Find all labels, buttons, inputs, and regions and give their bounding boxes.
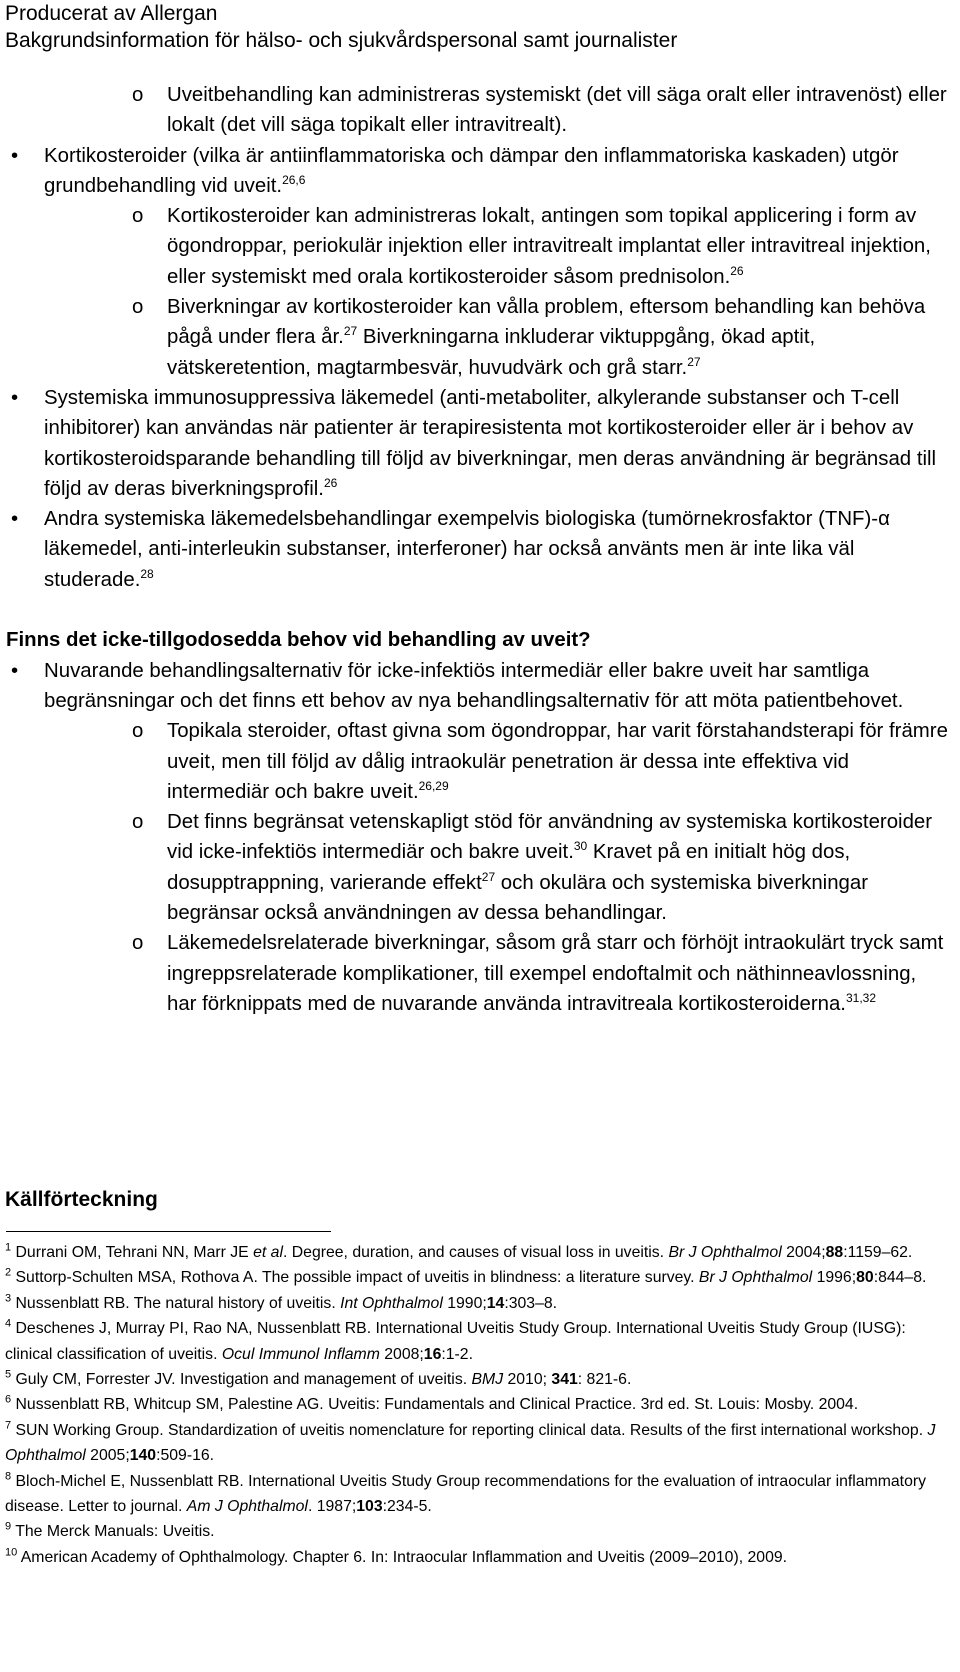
section-heading: [6, 625, 951, 655]
sub-bullet-item: [6, 80, 951, 141]
bullet-icon: •: [11, 386, 19, 409]
sub-bullet-icon: o: [132, 932, 144, 955]
bullet-item: [6, 383, 951, 504]
spacer: [6, 595, 951, 625]
item-text: Andra systemiska läkemedelsbehandlingar exempelvis biologiska (tumörnekrosfaktor (TNF)-α läkemedel, anti-interleukin substanser, interferoner) har också använts men är inte lika väl studerade.$^{28}$: [44, 508, 890, 591]
reference-list: [5, 1240, 950, 1570]
item-text: Nuvarande behandlingsalternativ för icke-infektiös intermediär eller bakre uveit har samtliga begränsningar och det finns ett behov av nya behandlingsalternativ för att möta patientbehovet.: [44, 659, 904, 712]
sub-bullet-item: [6, 201, 951, 292]
sub-bullet-icon: o: [132, 811, 144, 834]
item-text: Topikala steroider, oftast givna som ögondroppar, har varit förstahandsterapi för främre uveit, men till följd av dålig intraokulär penetration är dessa inte effektiva vid intermediär och bakre uveit.$^{26,29}$: [167, 720, 948, 803]
sub-bullet-icon: o: [132, 296, 144, 319]
sub-bullet-item: [6, 292, 951, 383]
item-text: Finns det icke-tillgodosedda behov vid behandling av uveit?: [6, 629, 591, 652]
sub-bullet-icon: o: [132, 84, 144, 106]
reference-item: $^8$ Bloch-Michel E, Nussenblatt RB. International Uveitis Study Group recommendations for the evaluation of intraocular inflammatory disease. Letter to journal. Am J Ophthalmol. 1987;103:234-5.: [5, 1470, 927, 1516]
sub-bullet-item: [6, 716, 951, 807]
bullet-item: [6, 141, 951, 202]
sub-bullet-icon: o: [132, 720, 144, 743]
sub-bullet-icon: o: [132, 205, 144, 228]
sub-bullet-item: [6, 807, 951, 928]
bullet-item: [6, 656, 951, 717]
header-producer: Producerat av Allergan: [5, 2, 218, 25]
item-text: Uveitbehandling kan administreras systemiskt (det vill säga oralt eller intravenöst) eller lokalt (det vill säga topikalt eller intravitrealt).: [167, 84, 947, 137]
header-subtitle: Bakgrundsinformation för hälso- och sjukvårdspersonal samt journalister: [5, 29, 678, 52]
reference-item: $^5$ Guly CM, Forrester JV. Investigation and management of uveitis. BMJ 2010; 341: 821-6.: [5, 1368, 632, 1389]
reference-item: $^{10}$ American Academy of Ophthalmology. Chapter 6. In: Intraocular Inflammation and Uveitis (2009–2010), 2009.: [5, 1546, 788, 1566]
page-header: [5, 0, 677, 54]
bullet-icon: •: [11, 659, 19, 682]
reference-item: $^9$ The Merck Manuals: Uveitis.: [5, 1521, 215, 1541]
reference-item: $^6$ Nussenblatt RB, Whitcup SM, Palestine AG. Uveitis: Fundamentals and Clinical Practice. 3rd ed. St. Louis: Mosby. 2004.: [5, 1394, 859, 1414]
references-heading: Källförteckning: [5, 1188, 158, 1211]
bullet-icon: •: [11, 144, 19, 167]
reference-item: $^4$ Deschenes J, Murray PI, Rao NA, Nussenblatt RB. International Uveitis Study Group. International Uveitis Study Group (IUSG): clinical classification of uveitis. Ocul Immunol Inflamm 2008;16:1-2.: [5, 1317, 906, 1363]
item-text: Läkemedelsrelaterade biverkningar, såsom grå starr och förhöjt intraokulärt tryck samt ingreppsrelaterade komplikationer, till exempel endoftalmit och näthinneavlossning, har förknippats med de nuvarande använda intravitreala kortikosteroiderna.$^{31,32}$: [167, 932, 944, 1015]
bullet-item: [6, 504, 951, 595]
reference-item: $^7$ SUN Working Group. Standardization of uveitis nomenclature for reporting clinical data. Results of the first international workshop. J Ophthalmol 2005;140:509-16.: [5, 1419, 936, 1465]
reference-item: $^3$ Nussenblatt RB. The natural history of uveitis. Int Ophthalmol 1990;14:303–8.: [5, 1292, 558, 1312]
item-text: Det finns begränsat vetenskapligt stöd för användning av systemiska kortikosteroider vid icke-infektiös intermediär och bakre uveit.$^{30}$ Kravet på en initialt hög dos, dosupptrappning, varierande effekt$^{27}$ och okulära och systemiska biverkningar begränsar också användningen av dessa behandlingar.: [167, 811, 933, 925]
item-text: Kortikosteroider kan administreras lokalt, antingen som topikal applicering i form av ögondroppar, periokulär injektion eller intravitrealt implantat eller intravitreal injektion, eller systemiskt med orala kortikosteroider såsom prednisolon.$^{26}$: [167, 205, 931, 288]
item-text: [6, 599, 12, 621]
reference-item: $^2$ Suttorp-Schulten MSA, Rothova A. The possible impact of uveitis in blindness: a literature survey. Br J Ophthalmol 1996;80:844–8.: [5, 1267, 927, 1287]
sub-bullet-item: [6, 928, 951, 1019]
bullet-icon: •: [11, 508, 19, 531]
footnote-rule: [6, 1231, 331, 1232]
item-text: Kortikosteroider (vilka är antiinflammatoriska och dämpar den inflammatoriska kaskaden) utgör grundbehandling vid uveit.$^{26,6}$: [44, 144, 899, 197]
item-text: Biverkningar av kortikosteroider kan vålla problem, eftersom behandling kan behöva pågå under flera år.$^{27}$ Biverkningarna inkluderar viktuppgång, ökad aptit, vätskeretention, magtarmbesvär, huvudvärk och grå starr.$^{27}$: [167, 296, 926, 379]
reference-item: $^1$ Durrani OM, Tehrani NN, Marr JE et al. Degree, duration, and causes of visual loss in uveitis. Br J Ophthalmol 2004;88:1159–62.: [5, 1241, 913, 1261]
item-text: Systemiska immunosuppressiva läkemedel (anti-metaboliter, alkylerande substanser och T-cell inhibitorer) kan användas när patienter är terapiresistenta mot kortikosteroider eller är i behov av kortikosteroidsparande behandling till följd av biverkningar, men deras användning är begränsad till följd av deras biverkningsprofil.$^{26}$: [44, 386, 937, 500]
document-body: [6, 80, 951, 1019]
